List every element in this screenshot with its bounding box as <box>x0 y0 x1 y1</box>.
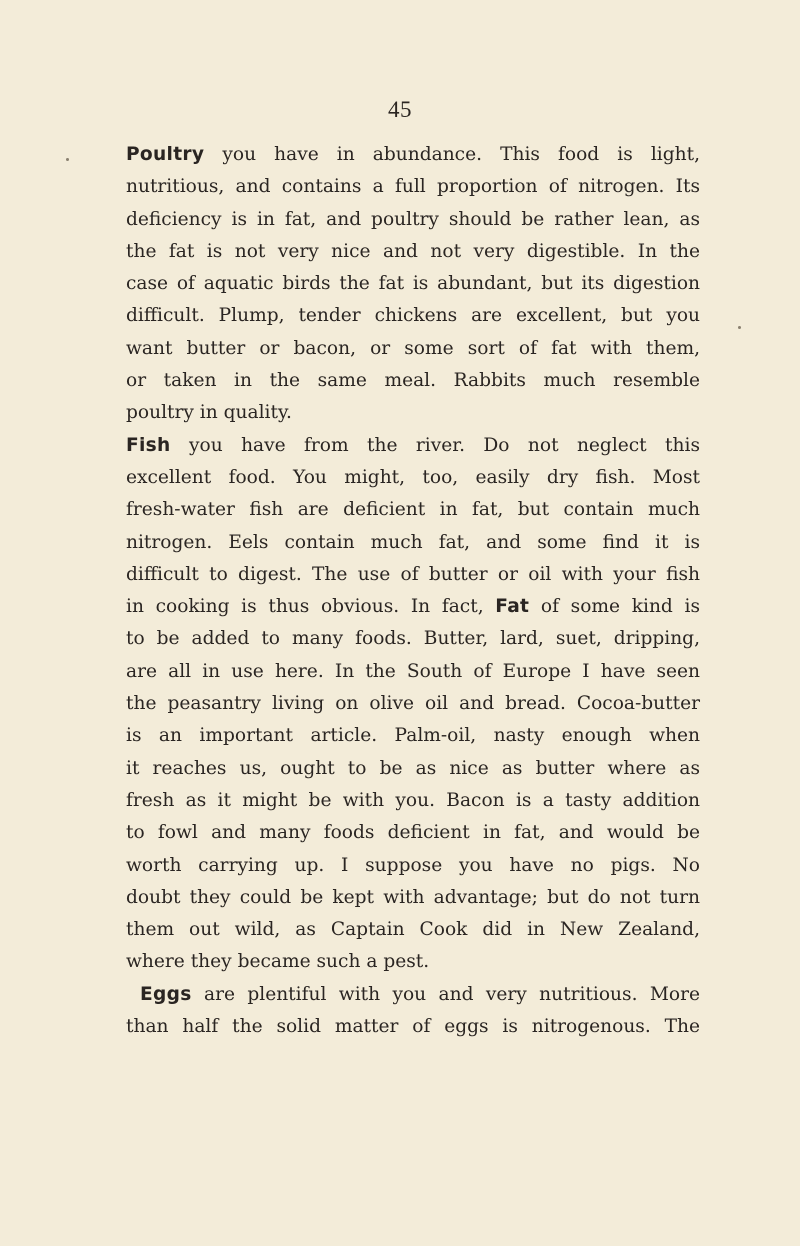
line-text: where they became such a pest. <box>126 951 430 973</box>
line-text: to be added to many foods. Butter, lard, suet, dripping, <box>126 628 700 650</box>
line-text: or taken in the same meal. Rabbits much resemble <box>126 370 700 392</box>
line-text: fresh as it might be with you. Bacon is a tasty addition <box>126 789 700 811</box>
line-text: you have in abundance. This food is light, <box>204 144 700 165</box>
text-line <box>126 753 700 785</box>
section-keyword: Eggs <box>140 983 192 1005</box>
text-line <box>126 688 700 720</box>
line-text: want butter or bacon, or some sort of fat with them, <box>126 337 700 359</box>
text-line <box>126 397 700 429</box>
section-keyword: Poultry <box>126 144 205 165</box>
paper-speck <box>66 158 69 161</box>
text-line <box>126 559 700 591</box>
text-line <box>126 914 700 946</box>
line-text: the peasantry living on olive oil and bread. Cocoa-butter <box>126 693 700 715</box>
text-line <box>126 462 700 494</box>
text-line <box>126 139 700 171</box>
line-text: are all in use here. In the South of Europe I have seen <box>126 660 700 682</box>
text-line <box>126 850 700 882</box>
page-number: 45 <box>388 97 412 122</box>
text-line <box>126 817 700 849</box>
text-line <box>126 365 700 397</box>
section-keyword: Fat <box>495 596 530 618</box>
line-text: doubt they could be kept with advantage; but do not turn <box>126 886 700 908</box>
text-line <box>126 656 700 688</box>
line-text: you have from the river. Do not neglect this <box>170 434 700 456</box>
text-line <box>126 785 700 817</box>
line-text: are plentiful with you and very nutritious. More <box>191 983 700 1005</box>
line-text: them out wild, as Captain Cook did in New Zealand, <box>126 919 700 941</box>
line-text: nitrogen. Eels contain much fat, and some find it is <box>126 531 700 553</box>
line-text: poultry in quality. <box>126 402 292 424</box>
line-text: fresh-water fish are deficient in fat, but contain much <box>126 499 700 521</box>
text-line <box>126 236 700 268</box>
line-text: case of aquatic birds the fat is abundant, but its digestion <box>126 273 700 295</box>
line-text: worth carrying up. I suppose you have no pigs. No <box>126 854 700 876</box>
text-line <box>126 268 700 300</box>
section-keyword: Fish <box>126 434 171 456</box>
text-line <box>126 333 700 365</box>
line-text: difficult. Plump, tender chickens are excellent, but you <box>126 305 700 327</box>
text-line <box>126 430 700 462</box>
text-line <box>126 979 700 1011</box>
body-text <box>126 139 700 1043</box>
text-line <box>126 171 700 203</box>
paper-speck <box>738 326 741 329</box>
line-text: than half the solid matter of eggs is nitrogenous. The <box>126 1016 700 1038</box>
line-text: excellent food. You might, too, easily dry fish. Most <box>126 466 700 488</box>
text-line <box>126 494 700 526</box>
line-text: is an important article. Palm-oil, nasty enough when <box>126 725 700 747</box>
text-line <box>126 1011 700 1043</box>
line-text: to fowl and many foods deficient in fat, and would be <box>126 822 700 844</box>
text-line <box>126 623 700 655</box>
text-line <box>126 591 700 623</box>
line-text: the fat is not very nice and not very digestible. In the <box>126 240 700 262</box>
text-line <box>126 882 700 914</box>
text-line <box>126 946 700 978</box>
text-line <box>126 204 700 236</box>
text-line <box>126 527 700 559</box>
line-text: nutritious, and contains a full proportion of nitrogen. Its <box>126 176 700 198</box>
line-text: difficult to digest. The use of butter or oil with your fish <box>126 563 700 585</box>
line-text: it reaches us, ought to be as nice as butter where as <box>126 757 700 779</box>
line-text: deficiency is in fat, and poultry should be rather lean, as <box>126 208 700 230</box>
line-text: in cooking is thus obvious. In fact, <box>126 596 496 618</box>
line-text: of some kind is <box>529 596 700 618</box>
text-line <box>126 300 700 332</box>
text-line <box>126 720 700 752</box>
